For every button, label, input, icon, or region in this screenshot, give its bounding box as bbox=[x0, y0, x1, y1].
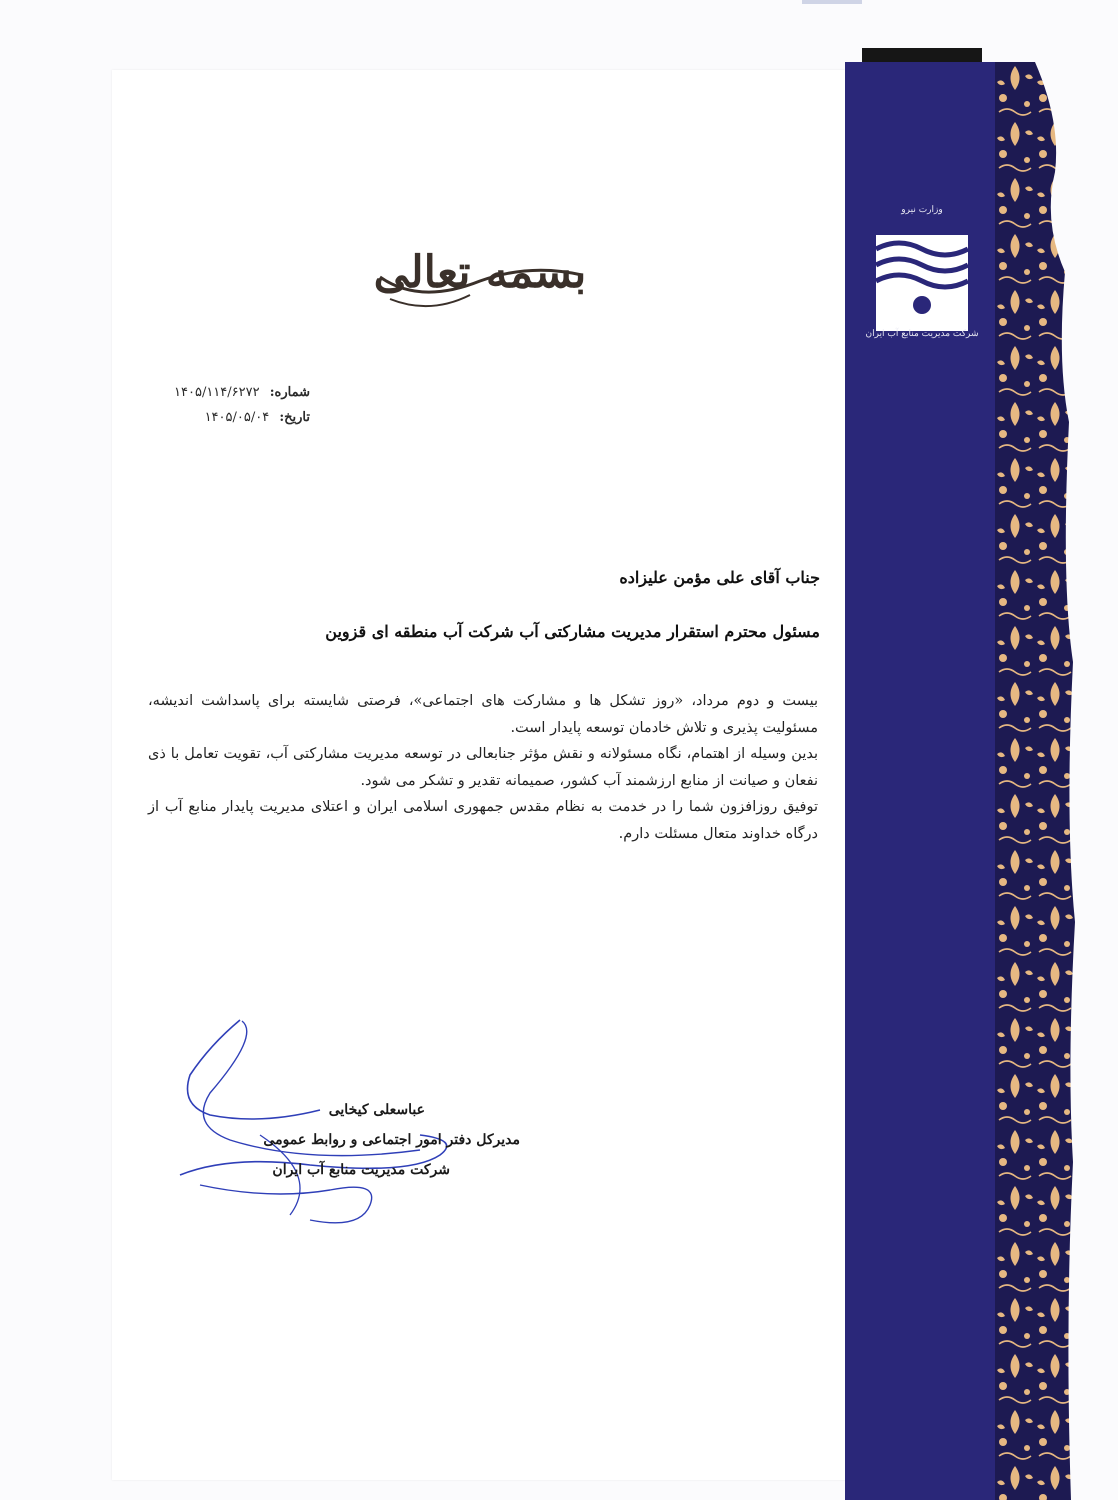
signer-block bbox=[160, 1095, 520, 1185]
ministry-label: وزارت نیرو bbox=[901, 205, 943, 215]
letter-body bbox=[148, 688, 818, 847]
date-label: تاریخ: bbox=[279, 410, 310, 425]
letter-number bbox=[140, 380, 310, 405]
body-paragraph: بدین وسیله از اهتمام، نگاه مسئولانه و نقش مؤثر جنابعالی در توسعه مدیریت مشارکتی آب، تقویت تعامل با ذی نفعان و صیانت از منابع ارزشمند آب کشور، صمیمانه تقدیر و تشکر می شود. bbox=[148, 746, 818, 789]
recipient-title: مسئول محترم استقرار مدیریت مشارکتی آب شرکت آب منطقه ای قزوین bbox=[325, 622, 820, 641]
floral-pattern bbox=[995, 62, 1075, 1500]
company-logo bbox=[862, 205, 982, 355]
number-label: شماره: bbox=[269, 385, 310, 400]
signer-title: مدیرکل دفتر امور اجتماعی و روابط عمومی bbox=[263, 1132, 520, 1148]
scan-edge-mark bbox=[802, 0, 862, 4]
signer-name: عباسعلی کیخایی bbox=[328, 1102, 425, 1118]
letter-meta bbox=[140, 380, 310, 430]
basmala-text: بسمه تعالی bbox=[373, 247, 587, 298]
recipient-name: جناب آقای علی مؤمن علیزاده bbox=[619, 568, 820, 587]
water-wave-logo-icon bbox=[862, 219, 982, 339]
number-value: ۱۴۰۵/۱۱۴/۶۲۷۲ bbox=[174, 385, 260, 400]
basmala-calligraphy bbox=[360, 215, 600, 325]
letter-date bbox=[140, 405, 310, 430]
body-paragraph: بیست و دوم مرداد، «روز تشکل ها و مشارکت های اجتماعی»، فرصتی شایسته برای پاسداشت اندیشه، مسئولیت پذیری و تلاش خادمان توسعه پایدار است. bbox=[148, 693, 818, 736]
signer-organization: شرکت مدیریت منابع آب ایران bbox=[272, 1162, 450, 1178]
company-label: شرکت مدیریت منابع آب ایران bbox=[865, 329, 979, 339]
date-value: ۱۴۰۵/۰۵/۰۴ bbox=[204, 410, 270, 425]
body-paragraph: توفیق روزافزون شما را در خدمت به نظام مقدس جمهوری اسلامی ایران و اعتلای مدیریت پایدار منابع آب از درگاه خداوند متعال مسئلت دارم. bbox=[148, 799, 818, 842]
